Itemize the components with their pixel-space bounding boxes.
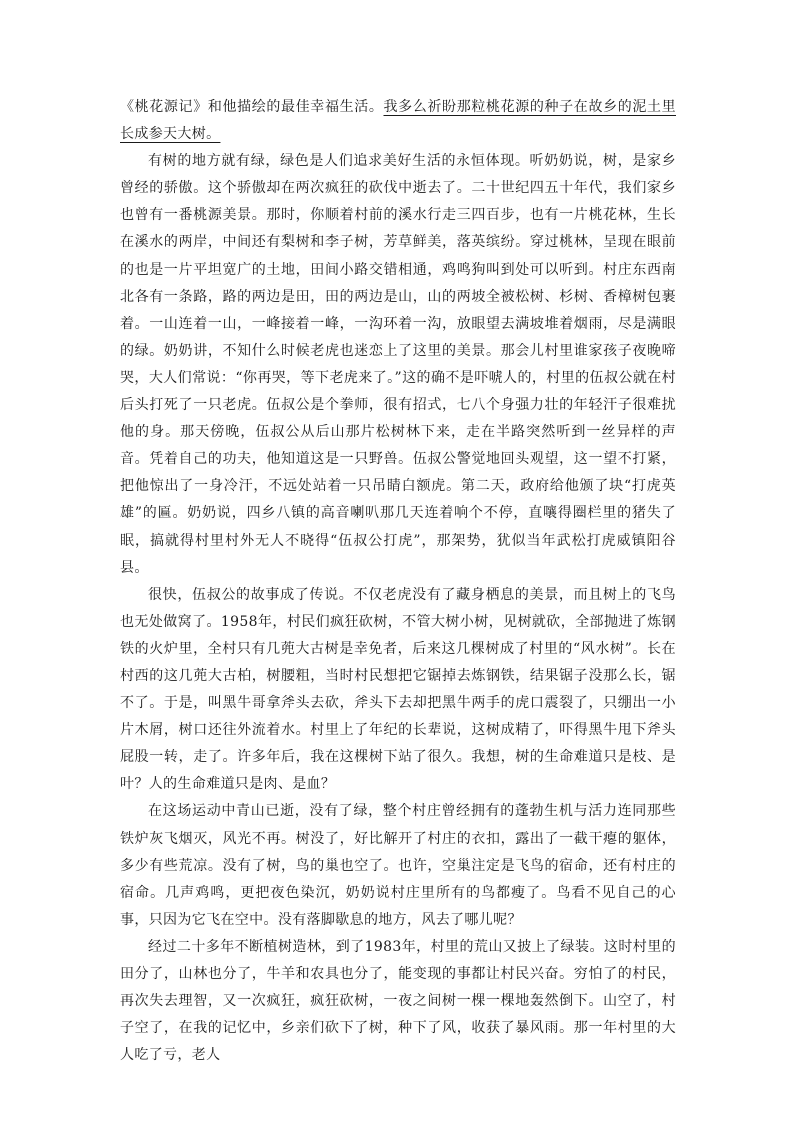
paragraph-4: 在这场运动中青山已逝，没有了绿，整个村庄曾经拥有的蓬勃生机与活力连同那些铁炉灰飞烟灭，风光不再。树没了，好比解开了村庄的衣扣，露出了一截干瘪的躯体，多少有些荒凉。没有了树，鸟的巢也空了。也许，空巢注定是飞鸟的宿命，还有村庄的宿命。几声鸡鸣，更把夜色染沉，奶奶说村庄里所有的鸟都瘦了。鸟看不见自己的心事，只因为它飞在空中。没有落脚歇息的地方，风去了哪儿呢？ [120, 803, 676, 928]
paragraph-2: 有树的地方就有绿，绿色是人们追求美好生活的永恒体现。听奶奶说，树，是家乡曾经的骄傲。这个骄傲却在两次疯狂的砍伐中逝去了。二十世纪四五十年代，我们家乡也曾有一番桃源美景。那时，你顺着村前的溪水行走三四百步，也有一片桃花林，生长在溪水的两岸，中间还有梨树和李子树，芳草鲜美，落英缤纷。穿过桃林，呈现在眼前的也是一片平坦宽广的土地，田间小路交错相通，鸡鸣狗叫到处可以听到。村庄东西南北各有一条路，路的两边是田，田的两边是山，山的两坡全被松树、杉树、香樟树包裹着。一山连着一山，一峰接着一峰，一沟环着一沟，放眼望去满坡堆着烟雨，尽是满眼的绿。奶奶讲，不知什么时候老虎也迷恋上了这里的美景。那会儿村里谁家孩子夜晚啼哭，大人们常说：“你再哭，等下老虎来了。”这的确不是吓唬人的，村里的伍叔公就在村后头打死了一只老虎。伍叔公是个拳师，很有招式，七八个身强力壮的年轻汗子很难扰他的身。那天傍晚，伍叔公从后山那片松树林下来，走在半路突然听到一丝异样的声音。凭着自己的功夫，他知道这是一只野兽。伍叔公警觉地回头观望，这一望不打紧，把他惊出了一身冷汗，不远处站着一只吊睛白额虎。第二天，政府给他颁了块“打虎英雄”的匾。奶奶说，四乡八镇的高音喇叭那几天连着响个不停，直嚷得圈栏里的猪失了眠，搞就得村里村外无人不晓得“伍叔公打虎”，那架势，犹似当年武松打虎威镇阳谷县。 [120, 153, 676, 576]
paragraph-3: 很快，伍叔公的故事成了传说。不仅老虎没有了藏身栖息的美景，而且树上的飞鸟也无处做窝了。1958年，村民们疯狂砍树，不管大树小树，见树就砍，全部抛进了炼钢铁的火炉里，全村只有几蔸大古树是幸免者，后来这几棵树成了村里的“风水树”。长在村西的这几蔸大古柏，树腰粗，当时村民想把它锯掉去炼钢铁，结果锯子没那么长，锯不了。于是，叫黑牛哥拿斧头去砍，斧头下去却把黑牛两手的虎口震裂了，只绷出一小片木屑，树口还往外流着水。村里上了年纪的长辈说，这树成精了，吓得黑牛甩下斧头屁股一转，走了。许多年后，我在这棵树下站了很久。我想，树的生命难道只是枝、是叶？人的生命难道只是肉、是血？ [120, 586, 676, 793]
paragraph-1 [120, 94, 676, 148]
paragraph-1-underlined-sentence: 我多么祈盼那粒桃花源的种子在故乡的泥土里长成参天大树。 [120, 99, 676, 143]
document-page [120, 94, 676, 1094]
paragraph-1-lead: 《桃花源记》和他描绘的最佳幸福生活。 [120, 99, 384, 115]
paragraph-5: 经过二十多年不断植树造林，到了1983年，村里的荒山又披上了绿装。这时村里的田分了，山林也分了，牛羊和农具也分了，能变现的事都让村民兴奋。穷怕了的村民，再次失去理智，又一次疯狂，疯狂砍树，一夜之间树一棵一棵地轰然倒下。山空了，村子空了，在我的记忆中，乡亲们砍下了树，种下了风，收获了暴风雨。那一年村里的大人吃了亏，老人 [120, 938, 676, 1064]
